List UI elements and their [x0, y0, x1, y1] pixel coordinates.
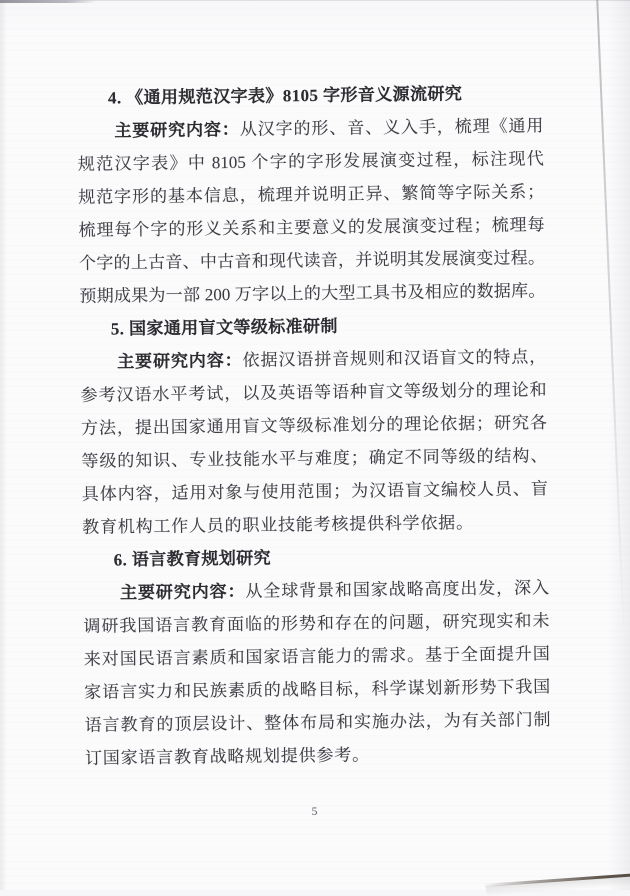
- text-line-content: 从全球背景和国家战略高度出发，深入: [245, 578, 550, 601]
- text-line: 预期成果为一部 200 万字以上的大型工具书及相应的数据库。: [79, 281, 546, 306]
- text-line: 订国家语言教育战略规划提供参考。: [84, 745, 370, 768]
- page-right-shade: [608, 0, 630, 890]
- section-4-heading: 4. 《通用规范汉字表》8105 字形音义源流研究: [107, 84, 463, 108]
- text-line: 等级的知识、专业技能水平与难度；确定不同等级的结构、: [81, 446, 548, 471]
- section-6-heading: 6. 语言教育规划研究: [113, 548, 272, 570]
- text-line: 来对国民语言素质和国家语言能力的需求。基于全面提升国: [83, 644, 550, 669]
- text-line: 调研我国语言教育面临的形势和存在的问题，研究现实和未: [83, 611, 550, 636]
- text-line: 方法，提出国家通用盲文等级标准划分的理论依据；研究各: [80, 413, 548, 438]
- text-line: 参考汉语水平考试，以及英语等语种盲文等级划分的理论和: [80, 380, 547, 405]
- text-line-content: 依据汉语拼音规则和汉语盲文的特点，: [242, 347, 547, 370]
- page-number: 5: [311, 806, 319, 818]
- text-line: 教育机构工作人员的职业技能考核提供科学依据。: [82, 513, 474, 537]
- text-line: 规范汉字表》中 8105 个字的字形发展演变过程，标注现代: [77, 149, 544, 174]
- text-line: 语言教育的顶层设计、整体布局和实施办法，为有关部门制: [84, 710, 551, 735]
- text-line: 家语言实力和民族素质的战略目标，科学谋划新形势下我国: [84, 677, 551, 702]
- paragraph-lead: 主要研究内容：: [119, 581, 246, 603]
- page-edge-left-shade: [0, 0, 7, 890]
- paragraph-lead: 主要研究内容：: [114, 119, 240, 141]
- section-5-heading: 5. 国家通用盲文等级标准研制: [110, 316, 338, 339]
- text-line: 规范字形的基本信息，梳理并说明正异、繁简等字际关系；: [78, 182, 545, 207]
- paragraph-lead: 主要研究内容：: [117, 350, 243, 372]
- text-line: 具体内容，适用对象与使用范围；为汉语盲文编校人员、盲: [81, 479, 548, 504]
- text-line: 个字的上古音、中古音和现代读音，并说明其发展演变过程。: [78, 248, 546, 273]
- document-body: [77, 76, 551, 775]
- text-line-content: 从汉字的形、音、义入手，梳理《通用: [239, 116, 544, 139]
- text-line: 梳理每个字的形义关系和主要意义的发展演变过程；梳理每: [78, 215, 545, 240]
- scan-top-artifact: [0, 0, 96, 3]
